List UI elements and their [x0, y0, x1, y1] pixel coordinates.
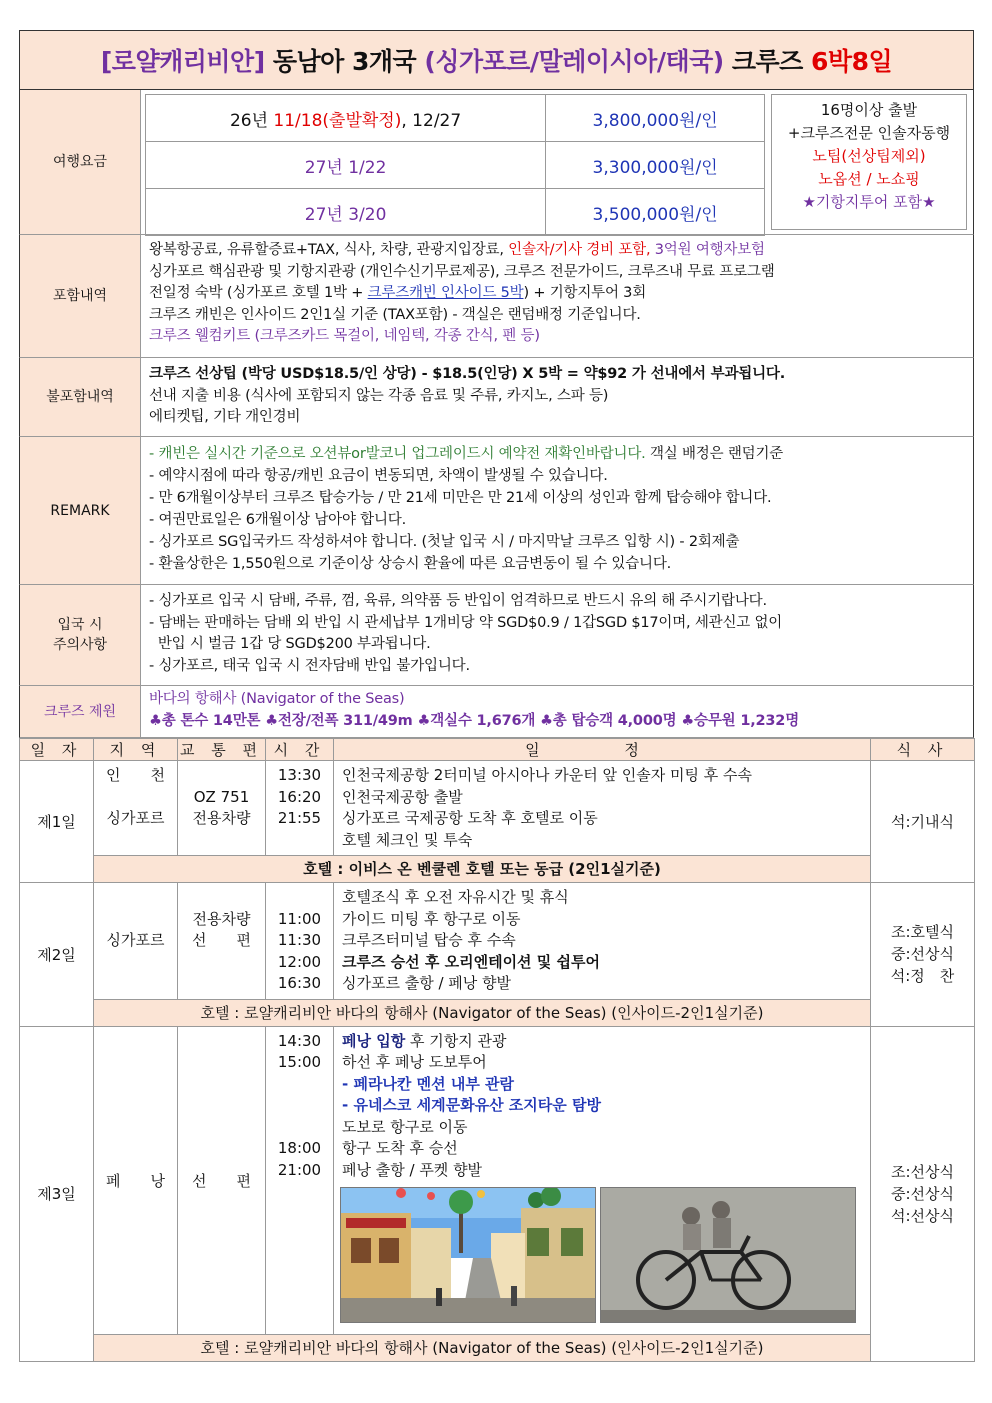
remark-section	[19, 437, 974, 585]
time-cell: 13:30 16:20 21:55	[277, 766, 322, 827]
schedule-table	[19, 738, 975, 1362]
shore-tour-note: ★기항지투어 포함★	[802, 193, 936, 211]
day-row	[20, 761, 975, 856]
excluded-line: 선내 지출 비용 (식사에 포함되지 않는 각종 음료 및 주류, 카지노, 스파 등)	[149, 387, 609, 404]
title-region: 동남아 3개국	[264, 47, 425, 76]
remark-line: - 캐빈은 실시간 기준으로 오션뷰or발코니 업그레이드시 예약전 재확인바랍니다. 객실 배정은 랜덤기준	[149, 446, 784, 462]
price-value: 3,300,000원/인	[546, 142, 765, 189]
included-label: 포함내역	[20, 235, 141, 357]
col-meals: 식 사	[871, 739, 975, 761]
remark-line: - 만 6개월이상부터 크루즈 탑승가능 / 만 21세 미만은 만 21세 이상의 성인과 함께 탑승해야 합니다.	[149, 490, 772, 506]
tour-features	[771, 94, 967, 230]
meal-cell: 조:선상식 중:선상식 석:선상식	[871, 1026, 975, 1361]
departure-dates: 27년 3/20	[146, 189, 546, 236]
day-label: 제3일	[20, 1026, 94, 1361]
col-time: 시 간	[266, 739, 334, 761]
included-line: 싱가포르 핵심관광 및 기항지관광 (개인수신기무료제공), 크루즈 전문가이드, 크루즈내 무료 프로그램	[149, 263, 775, 280]
ship-label: 크루즈 제원	[20, 686, 141, 737]
price-row	[146, 189, 765, 236]
excluded-section	[19, 358, 974, 437]
page-title	[19, 30, 974, 90]
itinerary-cell: 페낭 입항 후 기항지 관광 하선 후 페낭 도보투어 - 페라나칸 멘션 내부 관람 - 유네스코 세계문화유산 조지타운 탐방 도보로 항구로 이동 항구 도착 후 승선 페낭 출항 / 푸켓 향발	[342, 1031, 870, 1182]
title-countries: (싱가포르/말레이시아/태국)	[424, 47, 724, 76]
escort-note: +크루즈전문 인솔자동행	[787, 124, 951, 142]
street-art-bicycle-photo	[600, 1187, 856, 1323]
remark-line: - 환율상한은 1,550원으로 기준이상 상승시 환율에 따른 요금변동이 될 수 있습니다.	[149, 556, 672, 572]
day-label: 제2일	[20, 883, 94, 1027]
price-value: 3,800,000원/인	[546, 95, 765, 142]
title-duration: 6박8일	[811, 47, 893, 76]
excluded-line: 에티켓팁, 기타 개인경비	[149, 409, 301, 425]
hotel-row	[20, 1334, 975, 1361]
price-value: 3,500,000원/인	[546, 189, 765, 236]
schedule-header	[20, 739, 975, 761]
day-label: 제1일	[20, 761, 94, 883]
pricing-section	[19, 90, 974, 235]
hotel-info: 호텔 : 로얄캐리비안 바다의 항해사 (Navigator of the Seas) (인사이드-2인1실기준)	[94, 1334, 871, 1361]
pricing-label: 여행요금	[20, 90, 141, 234]
entry-caution-label: 입국 시 주의사항	[20, 585, 141, 685]
included-line: 크루즈 웰컴키트 (크루즈카드 목걸이, 네임텍, 각종 간식, 펜 등)	[149, 328, 540, 344]
itinerary-cell: 인천국제공항 2터미널 아시아나 카운터 앞 인솔자 미팅 후 수속 인천국제공항 출발 싱가포르 국제공항 도착 후 호텔로 이동 호텔 체크인 및 투숙	[342, 766, 752, 849]
price-row	[146, 95, 765, 142]
no-tip-note: 노팁(선상팁제외)	[812, 147, 926, 165]
remark-label: REMARK	[20, 437, 141, 584]
departure-dates: 26년 11/18(출발확정), 12/27	[146, 95, 546, 142]
entry-caution-section	[19, 585, 974, 686]
remark-line: - 싱가포르 SG입국카드 작성하셔야 합니다. (첫날 입국 시 / 마지막날 크루즈 입항 시) - 2회제출	[149, 534, 740, 550]
title-brand: [로얄캐리비안]	[100, 47, 265, 76]
col-region: 지 역	[94, 739, 178, 761]
excluded-line: 크루즈 선상팁 (박당 USD$18.5/인 상당) - $18.5(인당) X 5박 = 약$92 가 선내에서 부과됩니다.	[149, 366, 785, 382]
col-day: 일 자	[20, 739, 94, 761]
meal-cell: 석:기내식	[871, 761, 975, 883]
entry-line: - 싱가포르, 태국 입국 시 전자담배 반입 불가입니다.	[149, 657, 470, 674]
entry-line: - 담배는 판매하는 담배 외 반입 시 관세납부 1개비당 약 SGD$0.9 / 1갑SGD $17이며, 세관신고 없이	[149, 614, 783, 631]
price-row	[146, 142, 765, 189]
meal-cell: 조:호텔식 중:선상식 석:정 찬	[871, 883, 975, 1027]
min-group-note: 16명이상 출발	[820, 101, 918, 119]
remark-line: - 예약시점에 따라 항공/캐빈 요금이 변동되면, 차액이 발생될 수 있습니다.	[149, 468, 608, 484]
included-line: 크루즈 캐빈은 인사이드 2인1실 기준 (TAX포함) - 객실은 랜덤배정 기준입니다.	[149, 306, 641, 323]
included-line: 왕복항공료, 유류할증료+TAX, 식사, 차량, 관광지입장료, 인솔자/기사 경비 포함, 3억원 여행자보험	[149, 242, 765, 258]
hotel-info: 호텔 : 로얄캐리비안 바다의 항해사 (Navigator of the Seas) (인사이드-2인1실기준)	[94, 999, 871, 1026]
included-section	[19, 235, 974, 358]
hotel-info: 호텔 : 이비스 온 벤쿨렌 호텔 또는 동급 (2인1실기준)	[94, 856, 871, 883]
transport-cell: 전용차량 선 편	[192, 909, 251, 949]
ship-specs: ♣총 톤수 14만톤 ♣전장/전폭 311/49m ♣객실수 1,676개 ♣총 탑승객 4,000명 ♣승무원 1,232명	[149, 712, 799, 729]
transport-cell: 선 편	[178, 1026, 266, 1334]
hotel-row	[20, 999, 975, 1026]
time-cell: 11:00 11:30 12:00 16:30	[277, 909, 322, 992]
price-table	[145, 94, 765, 236]
ship-name: 바다의 항해사 (Navigator of the Seas)	[149, 691, 405, 707]
col-itinerary: 일 정	[334, 739, 871, 761]
region-cell: 싱가포르	[106, 931, 165, 949]
entry-line: - 싱가포르 입국 시 담배, 주류, 껌, 육류, 의약품 등 반입이 엄격하므로 반드시 유의 해 주시기랍나다.	[149, 593, 767, 609]
region-cell: 인 천 싱가포르	[106, 766, 165, 827]
title-cruise: 크루즈	[723, 47, 812, 76]
itinerary-cell: 호텔조식 후 오전 자유시간 및 휴식 가이드 미팅 후 항구로 이동 크루즈터미널 탑승 후 수속 크루즈 승선 후 오리엔테이션 및 쉽투어 싱가포르 출항 / 페낭 향발	[342, 888, 600, 992]
no-option-note: 노옵션 / 노쇼핑	[818, 170, 920, 188]
ship-section	[19, 686, 974, 738]
remark-line: - 여권만료일은 6개월이상 남아야 합니다.	[149, 512, 407, 528]
included-line: 전일정 숙박 (싱가포르 호텔 1박 + 크루즈캐빈 인사이드 5박) + 기항지투어 3회	[149, 285, 647, 301]
itinerary-page	[19, 30, 974, 1362]
time-cell: 14:30 15:00 18:00 21:00	[277, 1031, 322, 1179]
entry-line: 반입 시 벌금 1갑 당 SGD$200 부과됩니다.	[149, 636, 431, 652]
penang-street-photo	[340, 1187, 596, 1323]
hotel-row	[20, 856, 975, 883]
day-row	[20, 883, 975, 1000]
day-row	[20, 1026, 975, 1334]
transport-cell: OZ 751 전용차량	[192, 787, 251, 827]
itinerary-line: 페낭 입항 후 기항지 관광	[342, 1031, 507, 1050]
region-cell: 페 낭	[94, 1026, 178, 1334]
excluded-label: 불포함내역	[20, 358, 141, 436]
departure-dates: 27년 1/22	[146, 142, 546, 189]
col-transport: 교 통 편	[178, 739, 266, 761]
